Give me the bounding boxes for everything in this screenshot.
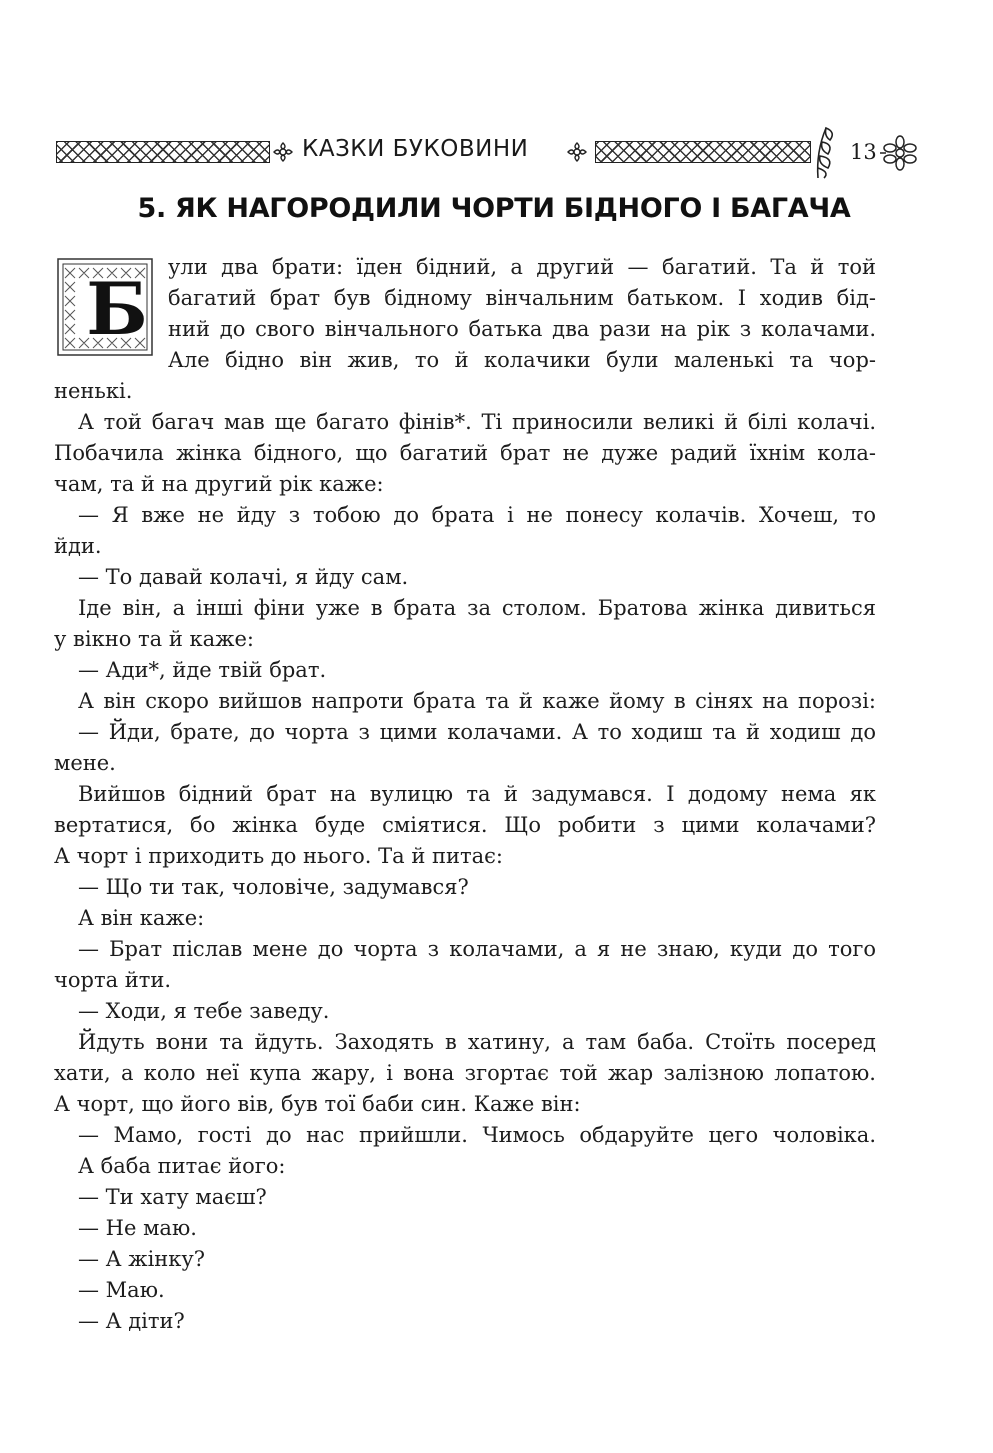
text-line: А він каже: (78, 906, 205, 930)
text-line: чорта йти. (54, 968, 172, 992)
text-line: — Не маю. (78, 1216, 197, 1240)
text-line: — Йди, брате, до чорта з цими колачами. А то ходиш та й ходиш до (78, 720, 876, 744)
text-line: — А діти? (78, 1309, 185, 1333)
text-line: Побачила жінка бідного, що багатий брат не дуже радий їхнім кола- (54, 441, 876, 465)
page-number: 13 (850, 140, 877, 164)
text-line: — А жінку? (78, 1247, 206, 1271)
text-line: А чорт, що його вів, був тої баби син. Каже він: (54, 1092, 581, 1116)
text-line: вертатися, бо жінка буде сміятися. Що робити з цими колачами? (54, 813, 876, 837)
ornament-band-left (56, 141, 270, 163)
text-line: — Ходи, я тебе заведу. (78, 999, 330, 1023)
text-line: — Я вже не йду з тобою до брата і не понесу колачів. Хочеш, то (78, 503, 876, 527)
text-line: А баба питає його: (78, 1154, 286, 1178)
leaf-sprig-icon (812, 124, 842, 180)
text-line: — Ти хату маєш? (78, 1185, 267, 1209)
text-line: у вікно та й каже: (54, 627, 254, 651)
text-line: — Ади*, йде твій брат. (78, 658, 327, 682)
flower-ornament-icon (878, 134, 918, 172)
text-line: — Мамо, гості до нас прийшли. Чимось обдаруйте цего чоловіка. (78, 1123, 876, 1147)
text-line: Але бідно він жив, то й колачики були маленькі та чор- (168, 348, 876, 372)
text-line: А він скоро вийшов напроти брата та й каже йому в сінях на порозі: (78, 689, 876, 713)
text-line: багатий брат був бідному вінчальним батьком. І ходив бід- (168, 286, 876, 310)
running-title: КАЗКИ БУКОВИНИ (302, 136, 529, 162)
text-line: мене. (54, 751, 116, 775)
story-body (54, 252, 876, 1337)
text-line: А чорт і приходить до нього. Та й питає: (54, 844, 503, 868)
dropcap-letter: Б (86, 266, 148, 351)
text-line: Іде він, а інші фіни уже в брата за столом. Братова жінка дивиться (78, 596, 876, 620)
text-line: Вийшов бідний брат на вулицю та й задумався. І додому нема як (78, 782, 876, 806)
text-line: — Маю. (78, 1278, 165, 1302)
text-line: ули два брати: їден бідний, а другий — багатий. Та й той (168, 255, 876, 279)
text-line: — Брат післав мене до чорта з колачами, а я не знаю, куди до того (78, 937, 876, 961)
text-line: — Що ти так, чоловіче, задумався? (78, 875, 469, 899)
text-line: чам, та й на другий рік каже: (54, 472, 384, 496)
running-header (56, 124, 918, 182)
text-line: хати, а коло неї купа жару, і вона згортає той жар залізною лопатою. (54, 1061, 876, 1085)
rosette-ornament-icon (272, 141, 294, 163)
text-line: йди. (54, 534, 102, 558)
story-title: 5. ЯК НАГОРОДИЛИ ЧОРТИ БІДНОГО І БАГАЧА (137, 193, 851, 224)
text-line: А той багач мав ще багато фінів*. Ті приносили великі й білі колачі. (78, 410, 876, 434)
text-line: — То давай колачі, я йду сам. (78, 565, 409, 589)
rosette-ornament-icon (566, 141, 588, 163)
ornament-band-right (595, 141, 811, 163)
text-line: ний до свого вінчального батька два рази на рік з колачами. (168, 317, 876, 341)
text-line: нeнькі. (54, 379, 133, 403)
text-line: Йдуть вони та йдуть. Заходять в хатину, а там баба. Стоїть посеред (78, 1030, 876, 1054)
